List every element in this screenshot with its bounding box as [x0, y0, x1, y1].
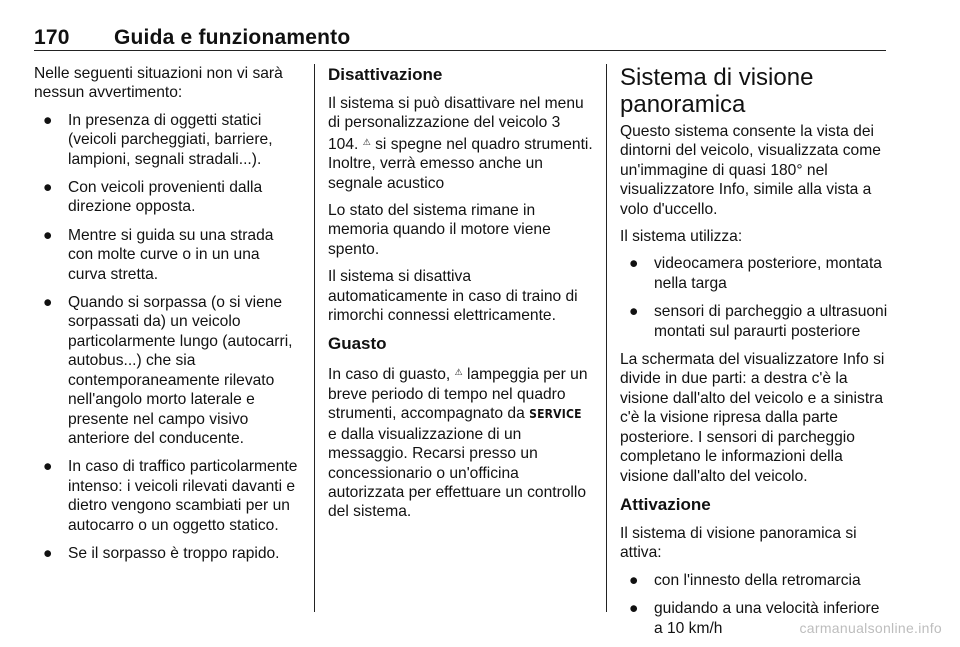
side-blind-zone-icon: ⚠ [362, 136, 371, 147]
no-warning-list [34, 111, 302, 564]
page-ref-arrow-icon[interactable]: 3 [551, 114, 561, 132]
column-middle [328, 64, 594, 530]
list-item: ● Mentre si guida su una strada con molte curve o in un una curva stretta. [43, 226, 274, 283]
list-item: ● In presenza di oggetti statici (veicoli parcheggiati, barriere, lampioni, segnali stradali...). [43, 111, 273, 168]
list-item: ● videocamera posteriore, montata nella targa [629, 255, 882, 292]
bullet-icon: ● [43, 111, 53, 129]
memory-text: Lo stato del sistema rimane in memoria quando il motore viene spento. [328, 202, 551, 258]
header-rule [34, 50, 886, 51]
page-header [34, 26, 350, 50]
bullet-icon: ● [43, 226, 53, 244]
list-item: ● con l'innesto della retromarcia [629, 571, 861, 589]
page-number: 170 [34, 26, 70, 49]
column-divider-2 [606, 64, 607, 612]
bullet-icon: ● [43, 294, 53, 312]
column-right [620, 64, 888, 647]
uses-list [620, 254, 888, 341]
intro-text: Nelle seguenti situazioni non vi sarà nessun avvertimento: [34, 65, 283, 102]
uses-intro: Il sistema utilizza: [620, 228, 743, 246]
list-item: ● Con veicoli provenienti dalla direzione opposta. [43, 179, 263, 216]
watermark: carmanualsonline.info [799, 620, 942, 636]
list-item: ● guidando a una velocità inferiore a 10 km/h [629, 600, 880, 637]
list-item: ● Se il sorpasso è troppo rapido. [43, 544, 280, 562]
service-indicator: SERVICE [529, 407, 582, 422]
column-divider-1 [314, 64, 315, 612]
fault-text: In caso di guasto, ⚠ lampeggia per un breve periodo di tempo nel quadro strumenti, accompagnato da SERVICE e dalla visualizzazione di un messaggio. Recarsi presso un concessionario o un'officina autorizzata per effettuare un controllo del sistema. [328, 366, 588, 521]
heading-attivazione: Attivazione [620, 494, 711, 514]
heading-disattivazione: Disattivazione [328, 65, 443, 84]
system-description: Questo sistema consente la vista dei dintorni del veicolo, visualizzata come un'immagine di quasi 180° nel visualizzatore Info, simile alla vista a volo d'uccello. [620, 123, 881, 218]
bullet-icon: ● [43, 458, 53, 476]
bullet-icon: ● [629, 255, 639, 273]
bullet-icon: ● [629, 600, 639, 618]
bullet-icon: ● [43, 179, 53, 197]
section-heading: Sistema di visione panoramica [620, 64, 814, 118]
list-item: ● Quando si sorpassa (o si viene sorpassati da) un veicolo particolarmente lungo (autocarri, autobus...) che sia contemporaneamente rilevato nell'angolo morto laterale e presente nel campo visivo anteriore del conducente. [43, 294, 293, 447]
display-description: La schermata del visualizzatore Info si divide in due parti: a destra c'è la visione dall'alto del veicolo e a sinistra c'è la visione ripresa dalla parte posteriore. I sensori di parcheggio completano le informazioni della visione dall'alto del veicolo. [620, 351, 885, 485]
list-item: ● sensori di parcheggio a ultrasuoni montati sul paraurti posteriore [629, 303, 888, 340]
column-left [34, 64, 302, 572]
bullet-icon: ● [629, 303, 639, 321]
bullet-icon: ● [43, 544, 53, 562]
page-ref-link[interactable]: 104. [328, 135, 359, 153]
side-blind-zone-icon: ⚠ [454, 367, 463, 378]
list-item: ● In caso di traffico particolarmente intenso: i veicoli rilevati davanti e dietro vengono scambiati per un autocarro o un oggetto statico. [43, 458, 298, 534]
trailer-text: Il sistema si disattiva automaticamente in caso di traino di rimorchi connessi elettricamente. [328, 268, 578, 325]
bullet-icon: ● [629, 571, 639, 589]
deactivation-text: Il sistema si può disattivare nel menu di personalizzazione del veicolo 3 104. ⚠ si spegne nel quadro strumenti. Inoltre, verrà emesso anche un segnale acustico [328, 95, 593, 192]
section-title: Guida e funzionamento [114, 26, 351, 49]
heading-guasto: Guasto [328, 334, 387, 354]
activation-intro: Il sistema di visione panoramica si attiva: [620, 524, 857, 562]
